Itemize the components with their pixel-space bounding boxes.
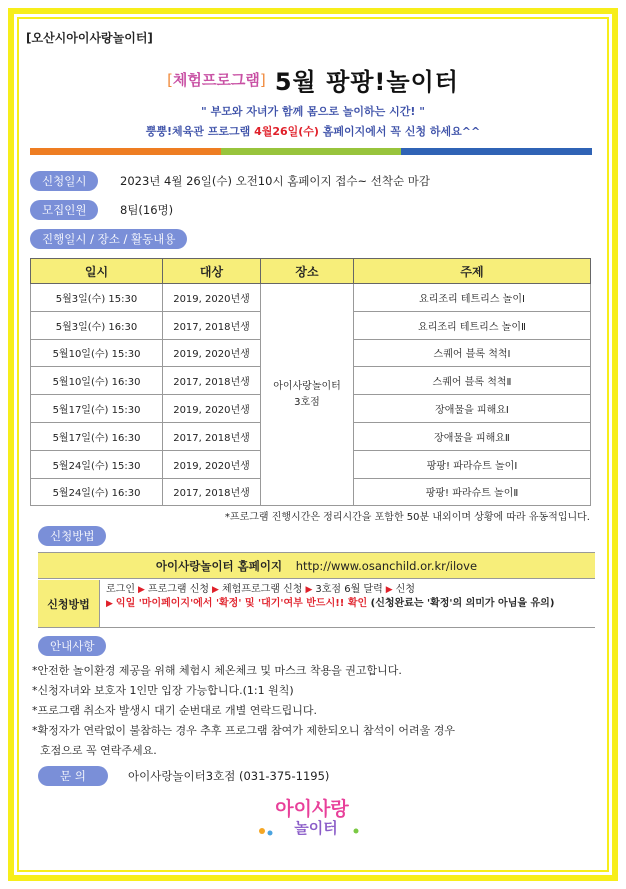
cell-topic: 스퀘어 블록 척척Ⅱ: [354, 367, 591, 395]
schedule-note: *프로그램 진행시간은 정리시간을 포함한 50분 내외이며 상황에 따라 유동적입니다.: [224, 512, 590, 523]
cell-topic: 장애물을 피해요Ⅱ: [354, 422, 591, 450]
cell-date: 5월24일(수) 15:30: [31, 450, 163, 478]
org-label: [오산시아이사랑놀이터]: [26, 31, 153, 45]
slogan: " 부모와 자녀가 함께 몸으로 놀이하는 시간! ": [201, 105, 425, 118]
list-item: *안전한 놀이환경 제공을 위해 체험시 체온체크 및 마스크 착용을 권고합니다.: [32, 664, 402, 677]
header-date: 일시: [31, 259, 163, 284]
cell-target: 2017, 2018년생: [163, 311, 261, 339]
color-bar-blue: [401, 148, 592, 155]
cell-target: 2019, 2020년생: [163, 284, 261, 312]
logo-dot-orange: [259, 828, 265, 834]
cell-target: 2017, 2018년생: [163, 422, 261, 450]
homepage-bar: [38, 552, 595, 579]
apply-date: 4월26일(수): [254, 125, 319, 138]
cell-date: 5월17일(수) 16:30: [31, 422, 163, 450]
cell-place: 아이사랑놀이터 3호점: [261, 284, 354, 506]
color-bar-orange: [30, 148, 221, 155]
method-table: [38, 580, 595, 628]
cell-target: 2019, 2020년생: [163, 395, 261, 423]
cell-date: 5월3일(수) 15:30: [31, 284, 163, 312]
page-title: [0, 62, 626, 97]
header-place: 장소: [261, 259, 354, 284]
cell-target: 2019, 2020년생: [163, 450, 261, 478]
logo-line1: 아이사랑: [275, 798, 349, 820]
cell-target: 2017, 2018년생: [163, 367, 261, 395]
step-calendar: 3호점 6월 달력: [315, 584, 383, 595]
cell-topic: 팡팡! 파라슈트 놀이Ⅰ: [354, 450, 591, 478]
title-main: 5월 팡팡!놀이터: [274, 68, 459, 96]
schedule-table: [30, 258, 591, 506]
arrow-right-icon: ▶: [212, 585, 219, 595]
apply-period-value: 2023년 4월 26일(수) 오전10시 홈페이지 접수~ 선착순 마감: [120, 174, 431, 188]
method-warning: ▶ 익일 '마이페이지'에서 '확정' 및 '대기'여부 반드시!! 확인 (신청완료는 '확정'의 의미가 아님을 유의): [106, 598, 555, 609]
title-tag: [체험프로그램]: [167, 71, 266, 89]
method-label: 신청방법: [38, 580, 100, 627]
arrow-right-icon: ▶: [137, 585, 145, 595]
cell-topic: 팡팡! 파라슈트 놀이Ⅱ: [354, 478, 591, 506]
logo-dot-blue: [268, 831, 273, 836]
step-login: 로그인: [106, 584, 135, 595]
homepage-name: 아이사랑놀이터 홈페이지: [155, 559, 283, 573]
notes-list: [32, 661, 455, 761]
list-item: *신청자녀와 보호자 1인만 입장 가능합니다.(1:1 원칙): [32, 684, 294, 697]
cell-topic: 요리조리 테트리스 놀이Ⅱ: [354, 311, 591, 339]
logo-dot-green: [354, 829, 359, 834]
list-item: *프로그램 취소자 발생시 대기 순번대로 개별 연락드립니다.: [32, 704, 317, 717]
cell-date: 5월17일(수) 15:30: [31, 395, 163, 423]
apply-period-label: 신청일시: [30, 171, 98, 191]
arrow-right-icon: ▶: [385, 585, 393, 595]
cell-topic: 스퀘어 블록 척척Ⅰ: [354, 339, 591, 367]
cell-date: 5월24일(수) 16:30: [31, 478, 163, 506]
cell-date: 5월10일(수) 16:30: [31, 367, 163, 395]
cell-topic: 요리조리 테트리스 놀이Ⅰ: [354, 284, 591, 312]
cell-target: 2019, 2020년생: [163, 339, 261, 367]
contact-value: 아이사랑놀이터3호점 (031-375-1195): [128, 769, 330, 783]
apply-note: 뿡뿡!체육관 프로그램 4월26일(수) 홈페이지에서 꼭 신청 하세요^^: [145, 125, 481, 138]
method-section-label: 신청방법: [38, 526, 106, 546]
schedule-header-row: [31, 259, 591, 284]
list-item: *확정자가 연락없이 불참하는 경우 추후 프로그램 참여가 제한되오니 참석이 어려울 경우: [32, 724, 455, 737]
arrow-right-icon: ▶: [106, 599, 113, 609]
header-topic: 주제: [354, 259, 591, 284]
color-divider: [30, 148, 592, 155]
capacity-label: 모집인원: [30, 200, 98, 220]
step-apply: 신청: [395, 584, 415, 595]
cell-target: 2017, 2018년생: [163, 478, 261, 506]
table-row: [31, 284, 591, 312]
cell-topic: 장애물을 피해요Ⅰ: [354, 395, 591, 423]
list-item: 호점으로 꼭 연락주세요.: [40, 744, 157, 757]
step-experience: 체험프로그램 신청: [221, 584, 303, 595]
method-body: [100, 580, 595, 627]
homepage-url-link[interactable]: http://www.osanchild.or.kr/ilove: [295, 559, 478, 573]
method-steps: [106, 583, 589, 597]
guide-section-label: 안내사항: [38, 636, 106, 656]
logo-line2: 놀이터: [294, 819, 338, 837]
cell-date: 5월3일(수) 16:30: [31, 311, 163, 339]
color-bar-green: [221, 148, 401, 155]
step-program: 프로그램 신청: [147, 584, 210, 595]
arrow-right-icon: ▶: [305, 585, 313, 595]
header-target: 대상: [163, 259, 261, 284]
schedule-section-label: 진행일시 / 장소 / 활동내용: [30, 229, 187, 249]
cell-date: 5월10일(수) 15:30: [31, 339, 163, 367]
contact-label: 문 의: [38, 766, 108, 786]
capacity-value: 8팀(16명): [120, 203, 174, 217]
ilove-playground-logo: [242, 795, 382, 839]
